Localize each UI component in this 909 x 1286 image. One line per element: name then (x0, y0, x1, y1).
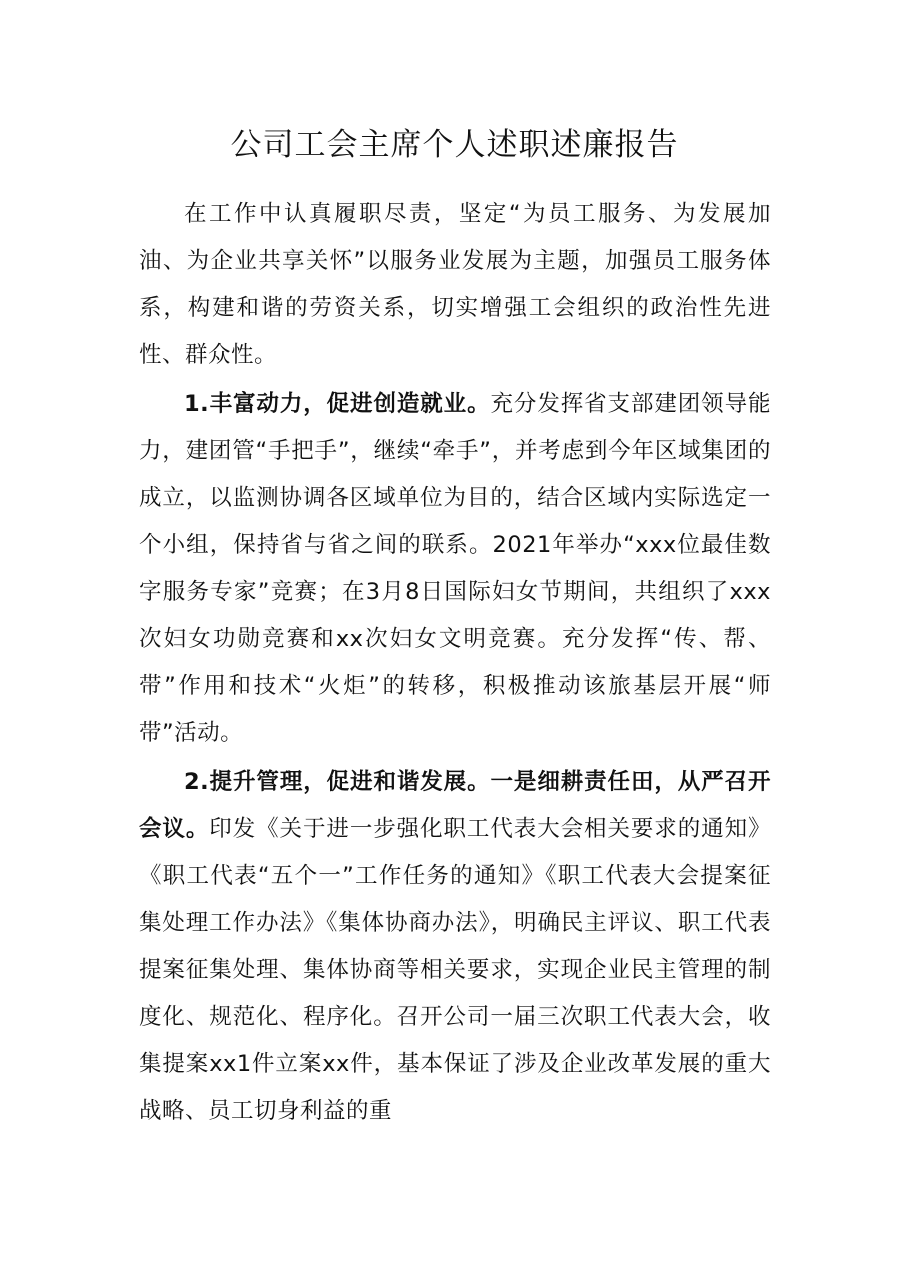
section-2-text: 印发《关于进一步强化职工代表大会相关要求的通知》《职工代表“五个一”工作任务的通知》《职工代表大会提案征集处理工作办法》《集体协商办法》，明确民主评议、职工代表提案征集处理、集体协商等相关要求，实现企业民主管理的制度化、规范化、程序化。召开公司一届三次职工代表大会，收集提案xx1件立案xx件，基本保证了涉及企业改革发展的重大战略、员工切身利益的重 (139, 816, 771, 1124)
paragraph-section-1 (139, 381, 771, 757)
document-title: 公司工会主席个人述职述廉报告 (230, 127, 679, 163)
section-1-heading: 1.丰富动力，促进创造就业。 (184, 391, 491, 417)
section-1-text: 充分发挥省支部建团领导能力，建团管“手把手”，继续“牵手”，并考虑到今年区域集团的成立，以监测协调各区域单位为目的，结合区域内实际选定一个小组，保持省与省之间的联系。2021年举办“xxx位最佳数字服务专家”竞赛；在3月8日国际妇女节期间，共组织了xxx次妇女功勋竞赛和xx次妇女文明竞赛。充分发挥“传、帮、带”作用和技术“火炬”的转移，积极推动该旅基层开展“师带”活动。 (139, 391, 771, 746)
section-2-heading: 2.提升管理，促进和谐发展。一是细耕责任田，从严召开会议。 (139, 769, 771, 842)
paragraph-section-2 (139, 759, 771, 1135)
document-body (139, 191, 771, 1137)
paragraph-intro-text: 在工作中认真履职尽责，坚定“为员工服务、为发展加油、为企业共享关怀”以服务业发展为主题，加强员工服务体系，构建和谐的劳资关系，切实增强工会组织的政治性先进性、群众性。 (139, 201, 771, 368)
paragraph-intro (139, 191, 771, 379)
